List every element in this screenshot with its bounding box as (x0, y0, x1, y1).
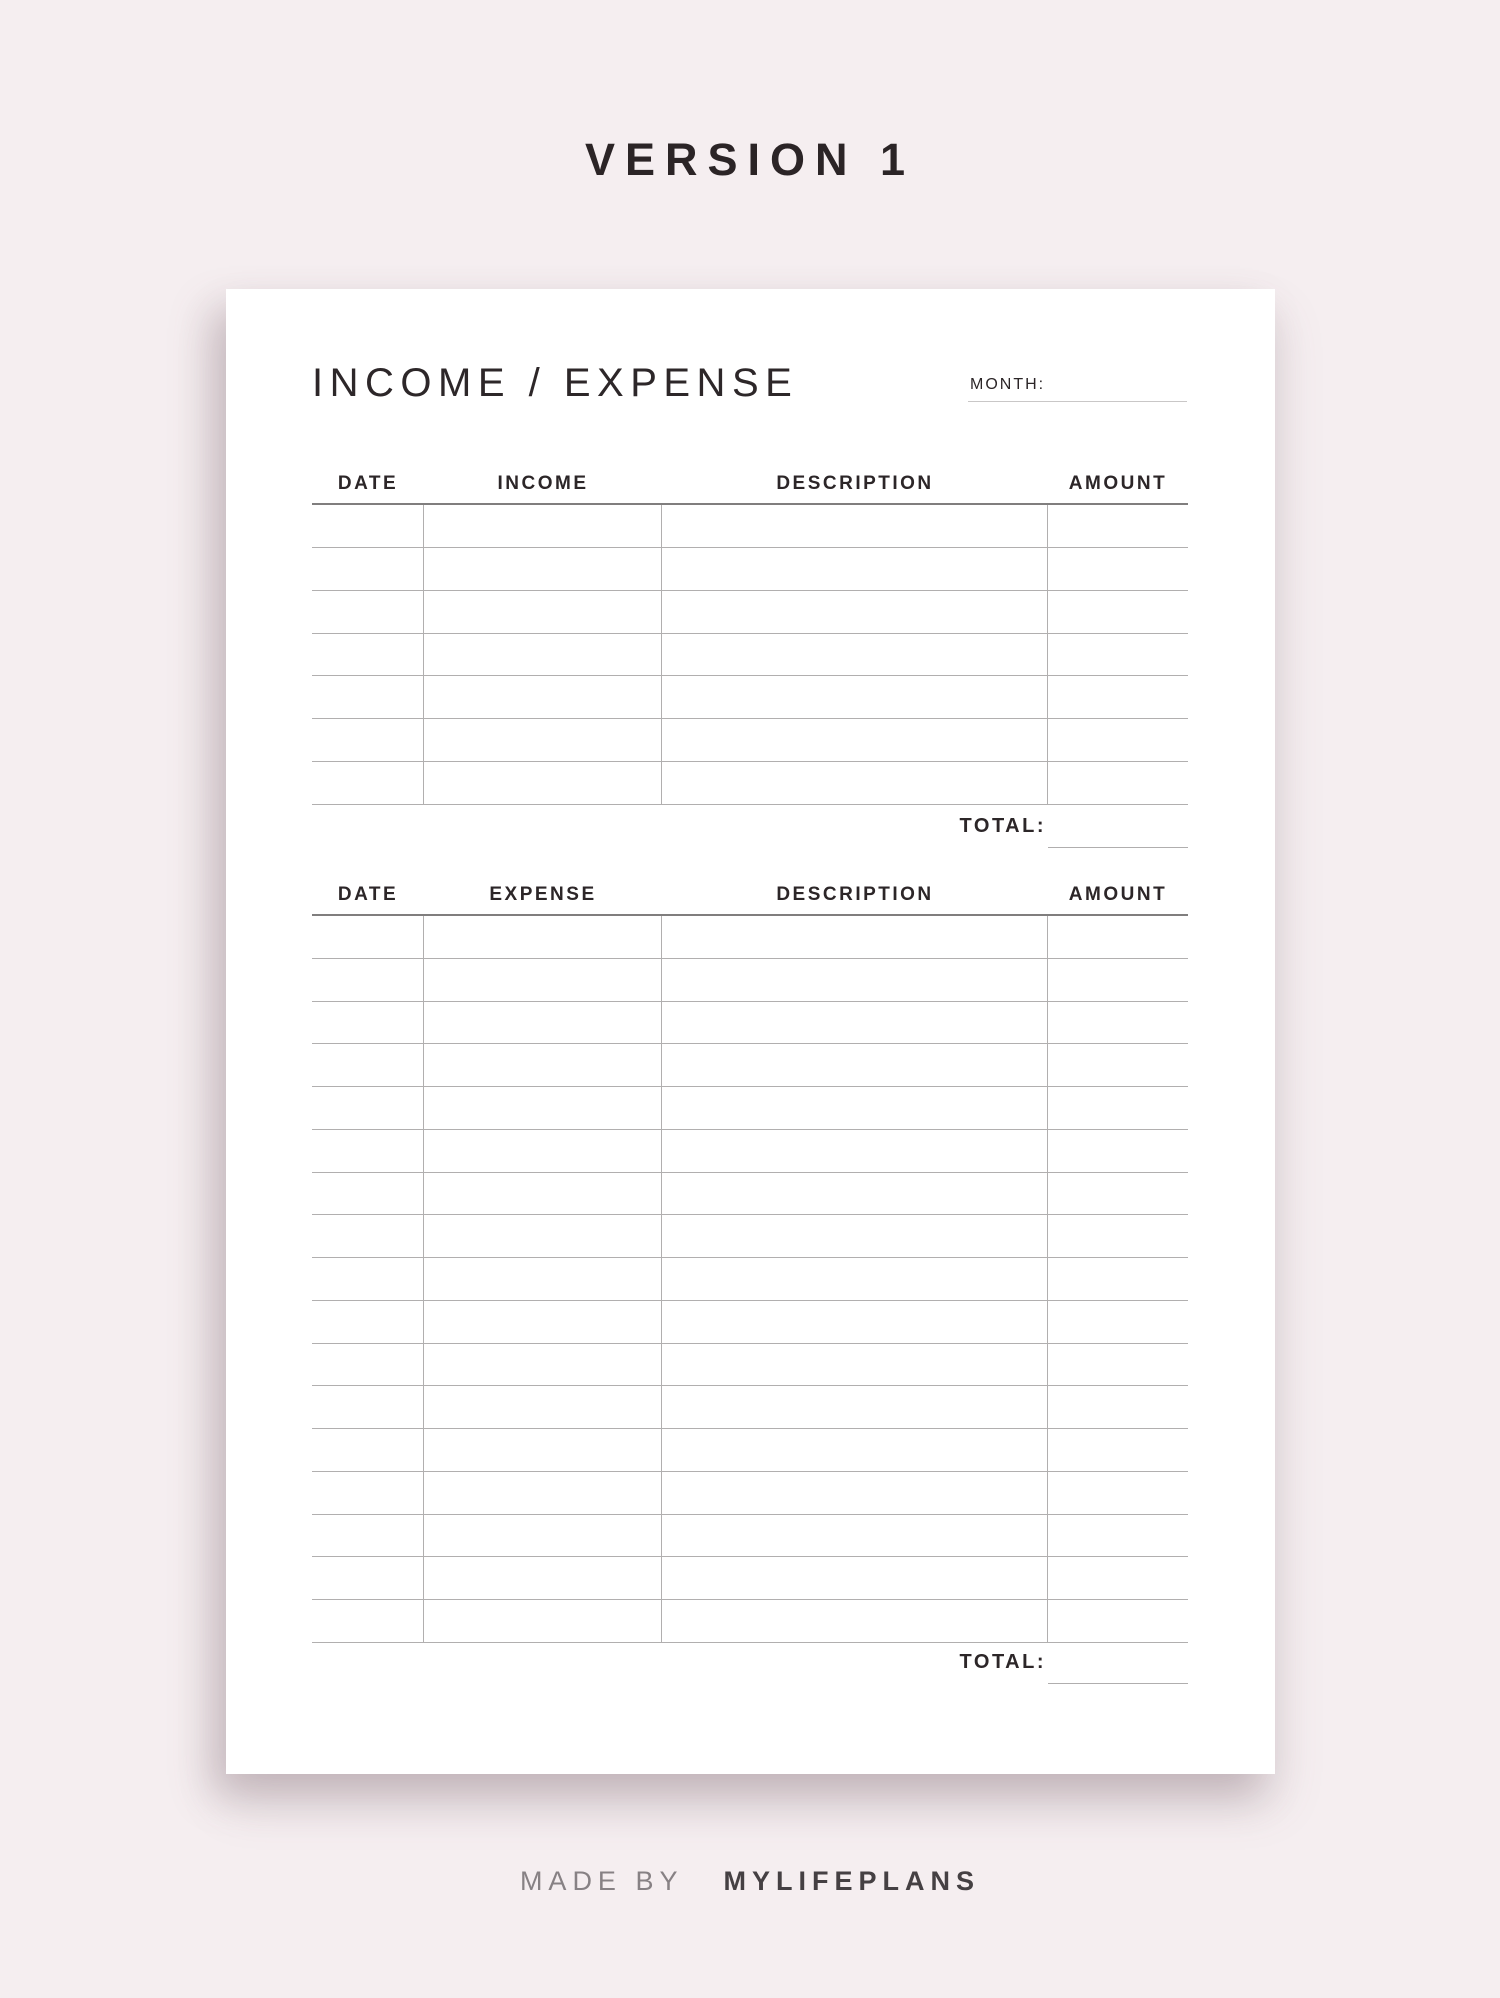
table-row (312, 1386, 1188, 1429)
table-cell (424, 1472, 662, 1514)
table-cell (424, 1386, 662, 1428)
table-cell (312, 1557, 424, 1599)
table-cell (1048, 1386, 1188, 1428)
table-cell (424, 1130, 662, 1172)
table-cell (1048, 591, 1188, 633)
table-row (312, 548, 1188, 591)
table-cell (662, 1429, 1048, 1471)
table-cell (662, 1173, 1048, 1215)
table-cell (662, 1386, 1048, 1428)
table-row (312, 676, 1188, 719)
column-header-date: DATE (337, 473, 399, 494)
table-cell (662, 1130, 1048, 1172)
table-cell (662, 505, 1048, 547)
table-row (312, 1130, 1188, 1173)
table-cell (1048, 1429, 1188, 1471)
table-cell (424, 548, 662, 590)
income-total-blank-line (1048, 813, 1188, 848)
table-row (312, 959, 1188, 1002)
expense-total-blank-line (1048, 1649, 1188, 1684)
table-cell (312, 591, 424, 633)
table-cell (424, 676, 662, 718)
table-cell (662, 1515, 1048, 1557)
table-row (312, 1044, 1188, 1087)
planner-page (226, 289, 1275, 1774)
table-cell (312, 1130, 424, 1172)
table-cell (662, 1215, 1048, 1257)
table-cell (424, 1087, 662, 1129)
table-row (312, 1557, 1188, 1600)
table-cell (1048, 634, 1188, 676)
table-cell (424, 1258, 662, 1300)
table-cell (662, 1557, 1048, 1599)
table-cell (662, 676, 1048, 718)
table-cell (662, 591, 1048, 633)
table-row (312, 762, 1188, 805)
month-field (968, 375, 1187, 402)
credit-space (697, 1866, 711, 1896)
page-title: VERSION 1 (584, 134, 916, 185)
table-cell (424, 1044, 662, 1086)
month-label: MONTH: (970, 376, 1046, 393)
table-cell (1048, 1600, 1188, 1642)
table-cell (312, 505, 424, 547)
table-cell (312, 1600, 424, 1642)
column-header-income: INCOME (497, 473, 589, 494)
table-row (312, 1600, 1188, 1643)
table-cell (312, 548, 424, 590)
table-cell (424, 1600, 662, 1642)
table-cell (662, 1087, 1048, 1129)
table-cell (312, 1472, 424, 1514)
table-cell (1048, 1130, 1188, 1172)
table-cell (662, 634, 1048, 676)
table-row (312, 1087, 1188, 1130)
table-cell (312, 959, 424, 1001)
table-cell (312, 1515, 424, 1557)
table-cell (662, 1002, 1048, 1044)
table-cell (424, 959, 662, 1001)
column-header-date: DATE (337, 884, 399, 905)
income-table (312, 465, 1188, 805)
table-cell (662, 1472, 1048, 1514)
table-cell (1048, 762, 1188, 804)
table-cell (662, 548, 1048, 590)
table-row (312, 1258, 1188, 1301)
table-cell (662, 719, 1048, 761)
table-cell (424, 1515, 662, 1557)
table-cell (312, 1215, 424, 1257)
expense-table (312, 876, 1188, 1643)
table-cell (1048, 676, 1188, 718)
table-cell (1048, 959, 1188, 1001)
table-row (312, 1344, 1188, 1387)
column-header-expense: EXPENSE (489, 884, 597, 905)
table-cell (1048, 548, 1188, 590)
table-row (312, 591, 1188, 634)
table-row (312, 634, 1188, 677)
table-cell (662, 1301, 1048, 1343)
credit-brand: MYLIFEPLANS (723, 1866, 981, 1896)
table-cell (1048, 505, 1188, 547)
income-table-body (312, 505, 1188, 805)
table-cell (1048, 1258, 1188, 1300)
credit-line (0, 1866, 1500, 1897)
table-cell (662, 1258, 1048, 1300)
expense-table-header (312, 876, 1188, 916)
column-header-amount: AMOUNT (1068, 884, 1168, 905)
expense-table-body (312, 916, 1188, 1643)
table-cell (1048, 1344, 1188, 1386)
table-cell (1048, 1515, 1188, 1557)
table-row (312, 1301, 1188, 1344)
table-cell (312, 1344, 424, 1386)
document-heading: INCOME / EXPENSE (312, 361, 799, 405)
table-cell (424, 719, 662, 761)
table-cell (424, 1002, 662, 1044)
table-cell (1048, 1557, 1188, 1599)
table-cell (424, 1557, 662, 1599)
table-cell (1048, 1215, 1188, 1257)
income-total-row (312, 813, 1188, 849)
table-cell (312, 1044, 424, 1086)
table-row (312, 1173, 1188, 1216)
table-cell (1048, 1044, 1188, 1086)
column-header-description: DESCRIPTION (776, 473, 934, 494)
table-cell (424, 634, 662, 676)
table-cell (1048, 1173, 1188, 1215)
table-cell (312, 1258, 424, 1300)
table-cell (424, 1344, 662, 1386)
table-cell (1048, 1002, 1188, 1044)
table-cell (312, 1173, 424, 1215)
table-row (312, 1429, 1188, 1472)
table-cell (1048, 916, 1188, 958)
table-cell (312, 634, 424, 676)
table-cell (424, 916, 662, 958)
credit-prefix: MADE BY (519, 1866, 683, 1896)
table-cell (424, 1301, 662, 1343)
table-cell (662, 916, 1048, 958)
table-row (312, 505, 1188, 548)
table-cell (424, 1173, 662, 1215)
income-table-header (312, 465, 1188, 505)
table-row (312, 1215, 1188, 1258)
table-cell (424, 762, 662, 804)
table-cell (662, 762, 1048, 804)
column-header-amount: AMOUNT (1068, 473, 1168, 494)
table-cell (312, 762, 424, 804)
column-header-description: DESCRIPTION (776, 884, 934, 905)
table-cell (312, 676, 424, 718)
table-cell (662, 1344, 1048, 1386)
table-cell (662, 959, 1048, 1001)
table-cell (312, 916, 424, 958)
table-row (312, 1472, 1188, 1515)
table-cell (312, 1386, 424, 1428)
income-total-label: TOTAL: (959, 815, 1046, 837)
table-cell (662, 1044, 1048, 1086)
table-cell (312, 1301, 424, 1343)
table-cell (312, 719, 424, 761)
table-cell (662, 1600, 1048, 1642)
table-row (312, 1515, 1188, 1558)
table-cell (312, 1429, 424, 1471)
table-cell (424, 591, 662, 633)
table-cell (424, 505, 662, 547)
table-cell (424, 1215, 662, 1257)
table-cell (1048, 1087, 1188, 1129)
table-cell (1048, 1301, 1188, 1343)
table-cell (424, 1429, 662, 1471)
table-cell (1048, 719, 1188, 761)
table-row (312, 719, 1188, 762)
table-cell (312, 1087, 424, 1129)
expense-total-label: TOTAL: (959, 1651, 1046, 1673)
expense-total-row (312, 1649, 1188, 1685)
table-row (312, 916, 1188, 959)
table-cell (1048, 1472, 1188, 1514)
table-cell (312, 1002, 424, 1044)
table-row (312, 1002, 1188, 1045)
